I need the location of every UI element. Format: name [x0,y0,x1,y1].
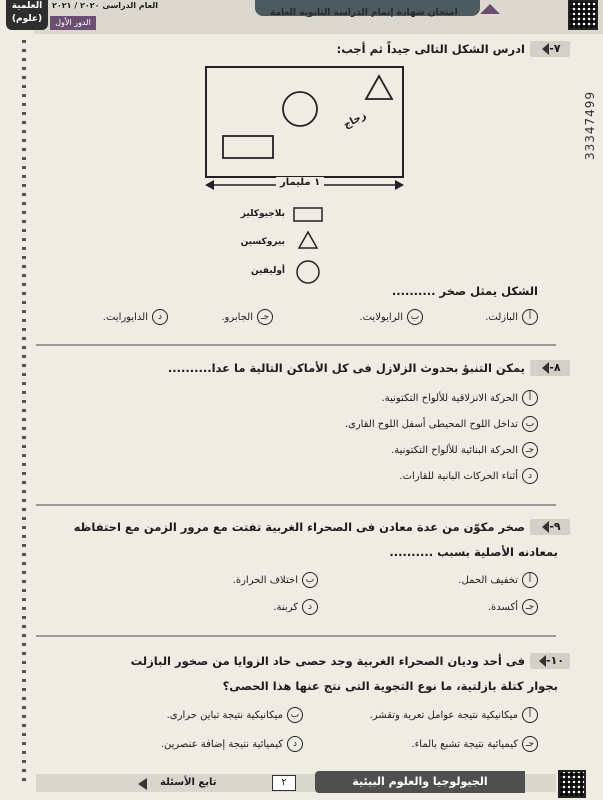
question-8-prompt: يمكن التنبؤ بحدوث الزلازل فى كل الأماكن التالية ما عدا.......... [167,361,525,375]
q7-option-b[interactable] [359,309,423,325]
q7-option-c[interactable] [221,309,273,325]
olivine-crystal-shape [283,92,317,126]
option-text: الحركة الانزلاقية للألواح التكتونية. [381,392,518,404]
legend-triangle-icon [299,232,317,248]
qr-code-icon [568,0,598,30]
question-9-prompt-line2: بمعادنه الأصلية بسبب .......... [389,545,558,559]
branch-badge-line1: العلمية [11,1,43,11]
option-key: أ [522,309,538,325]
legend-label-pyroxene: بيروكسين [240,237,285,247]
question-10-number-text: -١٠ [545,654,564,667]
q8-option-b[interactable] [345,416,538,432]
section-divider [36,635,556,637]
q8-option-c[interactable] [391,442,538,458]
q9-option-a[interactable] [458,572,538,588]
option-text: أثناء الحركات البانية للقارات. [399,470,518,482]
option-key: ب [522,416,538,432]
footer-subject: الجيولوجيا والعلوم البيئية [315,771,525,793]
q10-option-c[interactable] [411,736,538,752]
question-10-number [530,653,570,669]
q7-option-d[interactable] [103,309,168,325]
legend-label-olivine: أوليفين [251,266,285,276]
exam-title: امتحان شهادة إتمام الدراسة الثانوية العامة [270,8,458,18]
option-text: تخفيف الحمل. [458,574,518,586]
q7-option-a[interactable] [485,309,538,325]
option-text: ميكانيكية نتيجة عوامل تعرية وتقشر. [369,709,518,721]
q9-option-d[interactable] [273,599,318,615]
legend-label-plagioclase: بلاجيوكليز [240,209,285,219]
option-text: البازلت. [485,311,518,323]
logo-mark-icon [478,2,508,16]
option-key: ب [302,572,318,588]
option-text: أكسدة. [487,601,518,613]
question-7-stem: الشكل يمثل صخر .......... [391,284,538,298]
continue-label: تابع الأسئلة [160,777,217,788]
question-7-number [530,41,570,57]
option-key: ب [287,707,303,723]
option-key: أ [522,390,538,406]
question-9-prompt-line1: صخر مكوّن من عدة معادن فى الصحراء الغربية تفتت مع مرور الزمن مع احتفاظه [73,520,525,534]
page-number: ٢ [272,775,296,791]
option-key: د [152,309,168,325]
scale-label: ١ مليمار [276,177,324,188]
q9-option-b[interactable] [233,572,318,588]
question-10-prompt-line2: بجوار كتلة بازلتية، ما نوع التجوية التى نتج عنها هذا الحصى؟ [222,679,558,693]
option-text: كيميائية نتيجة تشبع بالماء. [411,738,518,750]
option-key: ب [407,309,423,325]
serial-number: 33347499 [583,90,597,160]
q9-option-c[interactable] [488,599,538,615]
option-key: د [302,599,318,615]
q10-option-b[interactable] [167,707,303,723]
section-divider [36,504,556,506]
q10-option-d[interactable] [161,736,303,752]
branch-badge-line2: (علوم) [11,14,43,24]
option-key: د [522,468,538,484]
option-key: أ [522,572,538,588]
question-8-number [530,360,570,376]
academic-year: العام الدراسى ٢٠٢٠ / ٢٠٢١ [52,1,158,10]
pyroxene-crystal-shape [366,76,392,99]
legend-shapes [292,206,324,288]
q8-option-d[interactable] [399,468,538,484]
binding-marks [22,40,26,785]
legend-rectangle-icon [294,208,322,221]
option-text: الجابرو. [221,311,253,323]
option-text: كيميائية نتيجة إضافة عنصرين. [160,738,283,750]
question-7-prompt: ادرس الشكل التالى جيداً ثم أجب: [336,42,525,56]
option-text: ميكانيكية نتيجة تباين حرارى. [166,709,283,721]
option-text: كربنة. [273,601,298,613]
plagioclase-crystal-shape [223,136,273,158]
option-key: جـ [257,309,273,325]
question-9-number-text: -٩ [549,520,561,533]
option-text: اختلاف الحرارة. [232,574,298,586]
section-divider [36,344,556,346]
continue-arrow-icon [138,778,147,790]
q10-option-a[interactable] [370,707,538,723]
option-text: الدايورايت. [102,311,148,323]
option-text: الحركة البنائية للألواح التكتونية. [391,444,518,456]
question-10-prompt-line1: فى أحد وديان الصحراء الغربية وجد حصى حاد الزوايا من صخور البازلت [130,654,525,668]
question-marker-icon [539,655,546,667]
option-key: د [287,736,303,752]
footer-qr-code-icon [558,770,586,798]
question-9-number [530,519,570,535]
option-text: تداخل اللوح المحيطى أسفل اللوح القارى. [344,418,518,430]
option-key: جـ [522,736,538,752]
option-key: جـ [522,442,538,458]
figure-shapes [205,66,404,178]
q8-option-a[interactable] [382,390,538,406]
branch-badge [6,0,48,30]
option-text: الرايولايت. [359,311,403,323]
glass-label: زجاج [341,110,369,131]
question-7-number-text: -٧ [549,42,561,55]
option-key: أ [522,707,538,723]
legend-circle-icon [297,261,319,283]
question-8-number-text: -٨ [549,361,561,374]
exam-round: الدور الأول [50,16,96,30]
option-key: جـ [522,599,538,615]
